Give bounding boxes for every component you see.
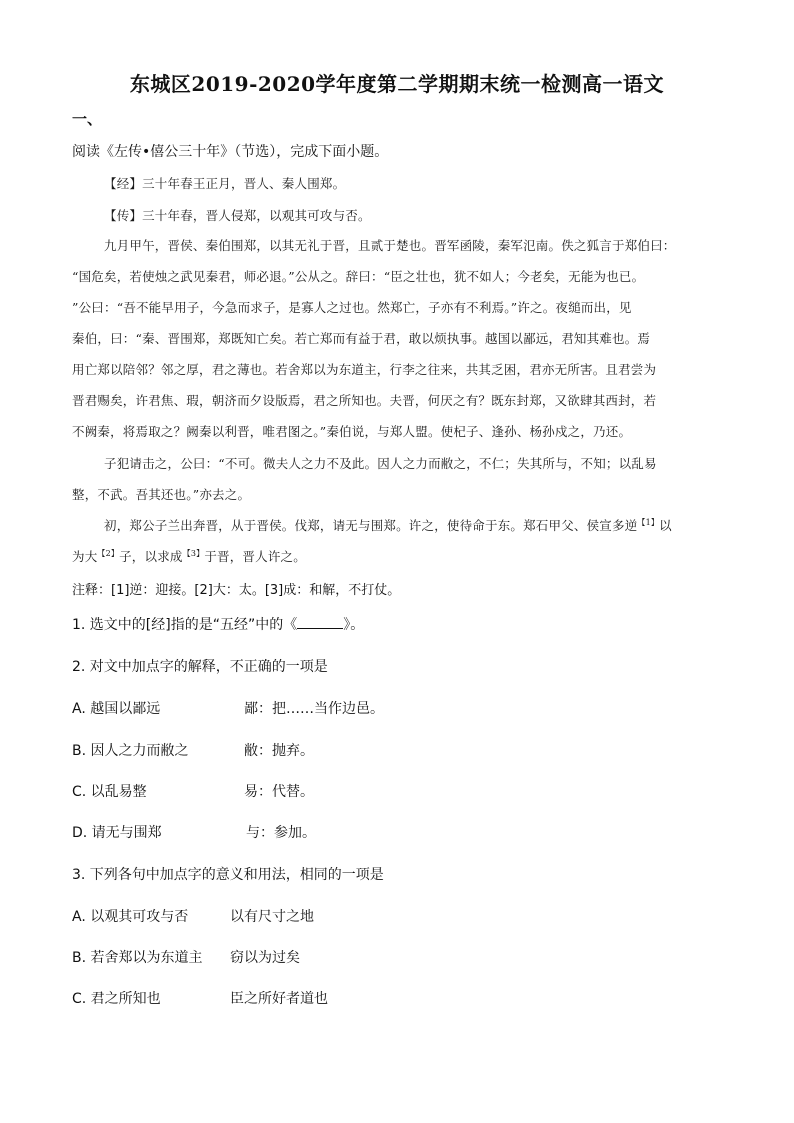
- footnote-marker: 【2】: [97, 548, 120, 558]
- passage-line: 用亡郑以陪邻？邻之厚，君之薄也。若舍郑以为东道主，行李之往来，共其乏困，君亦无所害。且君尝为: [72, 362, 657, 377]
- option-explanation: 敝：抛弃。: [244, 743, 314, 759]
- passage-text: 以: [659, 518, 672, 533]
- answer-blank[interactable]: [297, 616, 343, 629]
- passage-text: 于晋，晋人许之。: [204, 549, 306, 564]
- passage-line: [104, 516, 672, 534]
- option-sentence: A. 越国以鄙远: [72, 701, 161, 717]
- option-sentence: B. 因人之力而敝之: [72, 743, 189, 759]
- passage-text: 子，以求成: [119, 549, 183, 564]
- passage-text: 初，郑公子兰出奔晋，从于晋侯。伐郑，请无与围郑。许之，使待命于东。郑石甲父、侯宣多逆: [104, 518, 638, 533]
- option-sentence: B. 若舍郑以为东道主: [72, 950, 203, 966]
- option-comparison: 以有尺寸之地: [230, 909, 314, 925]
- passage-line: 九月甲午，晋侯、秦伯围郑，以其无礼于晋，且贰于楚也。晋军函陵，秦军氾南。佚之狐言于郑伯曰：: [104, 238, 676, 253]
- footnote-marker: 【1】: [637, 517, 660, 527]
- section-label: 一、: [72, 110, 103, 128]
- passage-jing: 【经】三十年春王正月，晋人、秦人围郑。: [104, 176, 346, 191]
- passage-line: 整，不武。吾其还也。”亦去之。: [72, 487, 251, 502]
- option-sentence: C. 君之所知也: [72, 991, 161, 1007]
- option-comparison: 窃以为过矣: [230, 950, 300, 966]
- passage-line: “国危矣，若使烛之武见秦君，师必退。”公从之。辞曰：“臣之壮也，犹不如人；今老矣，无能为也已。: [72, 269, 645, 284]
- question-2-stem: 2. 对文中加点字的解释，不正确的一项是: [72, 659, 328, 675]
- passage-line: ”公曰：“吾不能早用子，今急而求子，是寡人之过也。然郑亡，子亦有不利焉。”许之。夜缒而出，见: [72, 300, 632, 315]
- option-explanation: 鄙：把……当作边邑。: [244, 701, 384, 717]
- passage-text: 为大: [72, 549, 98, 564]
- question-3-stem: 3. 下列各句中加点字的意义和用法，相同的一项是: [72, 867, 384, 883]
- question-1-prefix: 1. 选文中的[经]指的是“五经”中的《: [72, 617, 298, 633]
- passage-line: 秦伯，曰：“秦、晋围郑，郑既知亡矣。若亡郑而有益于君，敢以烦执事。越国以鄙远，君知其难也。焉: [72, 331, 651, 346]
- document-title: 东城区2019-2020学年度第二学期期末统一检测高一语文: [129, 72, 665, 96]
- option-explanation: 易：代替。: [244, 784, 314, 800]
- passage-line: [72, 547, 306, 565]
- reading-instruction: 阅读《左传•僖公三十年》（节选），完成下面小题。: [72, 144, 389, 160]
- passage-zhuan: 【传】三十年春，晋人侵郑，以观其可攻与否。: [104, 208, 371, 223]
- question-1-suffix: 》。: [343, 617, 365, 633]
- option-explanation: 与：参加。: [246, 825, 316, 841]
- question-1: [72, 614, 364, 634]
- option-comparison: 臣之所好者道也: [230, 991, 328, 1007]
- passage-line: 不阙秦，将焉取之？阙秦以利晋，唯君图之。”秦伯说，与郑人盟。使杞子、逢孙、杨孙戍之，乃还。: [72, 424, 632, 439]
- option-sentence: A. 以观其可攻与否: [72, 909, 189, 925]
- passage-line: 子犯请击之，公曰：“不可。微夫人之力不及此。因人之力而敝之，不仁；失其所与，不知；以乱易: [104, 456, 657, 471]
- footnote-marker: 【3】: [182, 548, 205, 558]
- annotation-note: 注释：[1]逆：迎接。[2]大：太。[3]成：和解，不打仗。: [72, 583, 401, 598]
- option-sentence: C. 以乱易整: [72, 784, 147, 800]
- option-sentence: D. 请无与围郑: [72, 825, 162, 841]
- passage-line: 晋君赐矣，许君焦、瑕，朝济而夕设版焉，君之所知也。夫晋，何厌之有？既东封郑，又欲肆其西封，若: [72, 393, 657, 408]
